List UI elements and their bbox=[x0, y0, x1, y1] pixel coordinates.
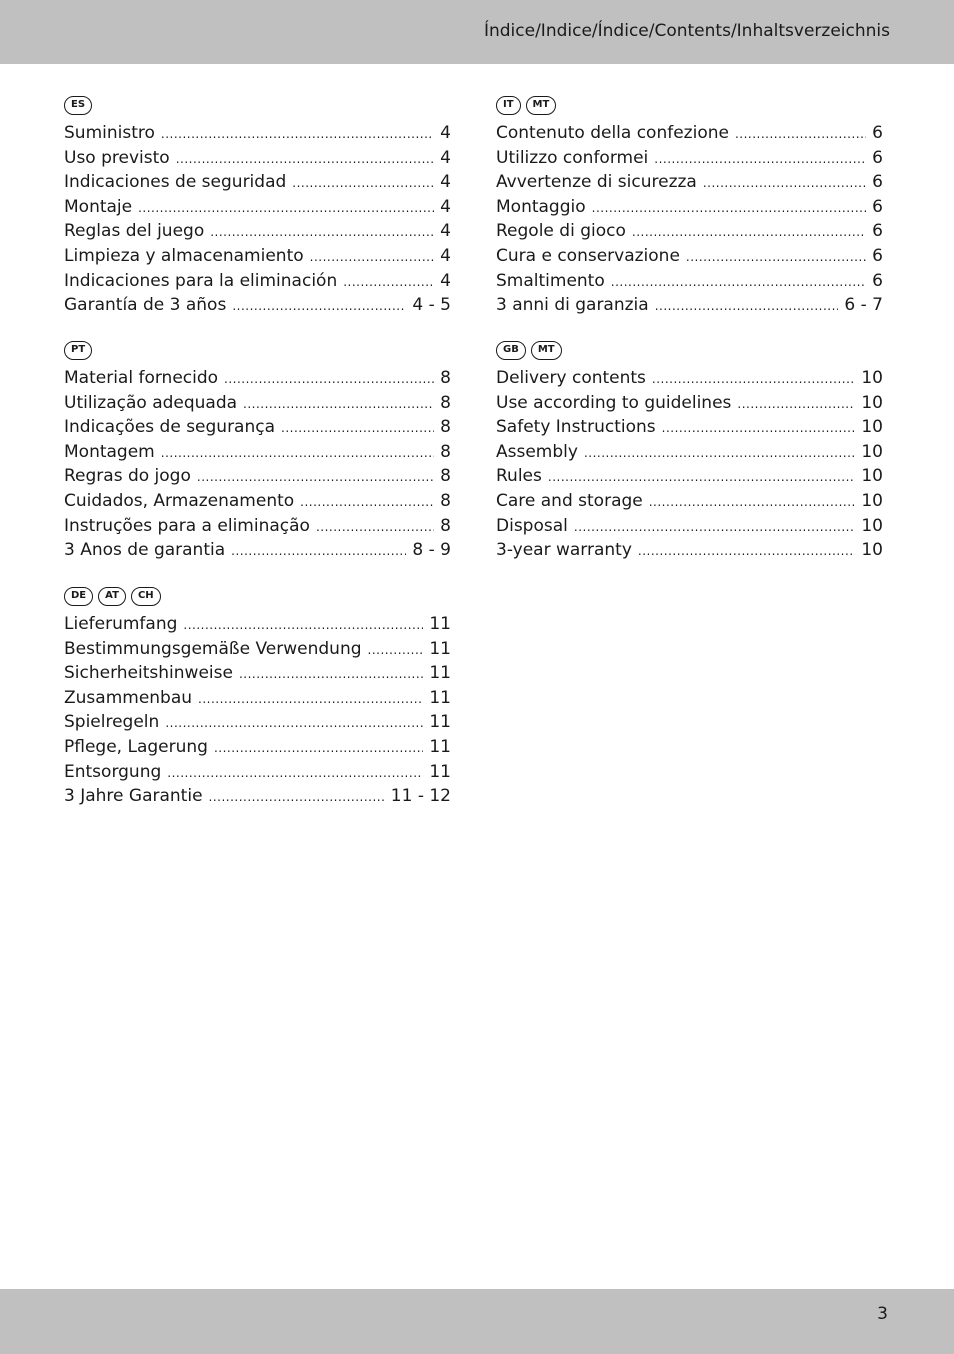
toc-entry-page: 10 bbox=[861, 441, 883, 462]
toc-entry bbox=[496, 491, 883, 516]
dot-leader bbox=[231, 544, 406, 558]
toc-entry-title: Safety Instructions bbox=[496, 417, 656, 438]
country-code-badge: ES bbox=[64, 96, 92, 115]
toc-entry-title: Indicaciones de seguridad bbox=[64, 172, 287, 193]
dot-leader bbox=[224, 372, 434, 386]
toc-entry bbox=[496, 393, 883, 418]
toc-entry-title: Indicações de segurança bbox=[64, 417, 276, 438]
dot-leader bbox=[737, 397, 855, 411]
dot-leader bbox=[638, 544, 855, 558]
toc-entry-page: 8 - 9 bbox=[412, 540, 451, 561]
toc-entry-title: Spielregeln bbox=[64, 712, 160, 733]
toc-entry bbox=[64, 123, 451, 148]
toc-entry-title: Care and storage bbox=[496, 490, 643, 511]
toc-entry-page: 8 bbox=[440, 490, 451, 511]
toc-entry-page: 10 bbox=[861, 368, 883, 388]
dot-leader bbox=[183, 618, 423, 632]
toc-entry-title: Limpieza y almacenamiento bbox=[64, 245, 304, 266]
toc-entry-page: 11 bbox=[429, 638, 451, 659]
country-badges bbox=[496, 96, 883, 116]
toc-entry-page: 11 bbox=[429, 761, 451, 782]
toc-entry bbox=[64, 639, 451, 664]
toc-entry-title: Smaltimento bbox=[496, 270, 605, 291]
country-code-badge: AT bbox=[98, 587, 126, 606]
toc-entry-page: 8 bbox=[440, 368, 451, 388]
dot-leader bbox=[198, 692, 423, 706]
country-badges bbox=[64, 341, 451, 361]
dot-leader bbox=[210, 225, 434, 239]
toc-entry-title: Utilização adequada bbox=[64, 392, 238, 413]
toc-entry-title: Lieferumfang bbox=[64, 614, 178, 634]
toc-section-pt bbox=[64, 341, 451, 565]
dot-leader bbox=[214, 741, 423, 755]
dot-leader bbox=[310, 250, 435, 264]
toc-entry bbox=[64, 417, 451, 442]
toc-entry-title: Use according to guidelines bbox=[496, 392, 732, 413]
toc-section-es bbox=[64, 96, 451, 320]
toc-entry bbox=[64, 246, 451, 271]
toc-entry-title: Regole di gioco bbox=[496, 221, 626, 242]
toc-entry-page: 8 bbox=[440, 441, 451, 462]
toc-entry bbox=[496, 417, 883, 442]
toc-entry-page: 4 bbox=[440, 123, 451, 143]
toc-entry-page: 11 bbox=[429, 712, 451, 733]
country-code-badge: IT bbox=[496, 96, 521, 115]
toc-entry bbox=[64, 516, 451, 541]
toc-entry-page: 6 bbox=[872, 221, 883, 242]
page-number: 3 bbox=[877, 1304, 888, 1324]
country-code-badge: MT bbox=[526, 96, 557, 115]
toc-entry bbox=[496, 246, 883, 271]
toc-entry-title: 3-year warranty bbox=[496, 540, 632, 561]
toc-entry-title: Entsorgung bbox=[64, 761, 162, 782]
toc-entry-page: 6 - 7 bbox=[844, 295, 883, 316]
toc-entry bbox=[496, 540, 883, 565]
toc-entry-title: Regras do jogo bbox=[64, 466, 191, 487]
toc-entry-title: Contenuto della confezione bbox=[496, 123, 729, 143]
toc-entry-page: 8 bbox=[440, 515, 451, 536]
dot-leader bbox=[592, 201, 867, 215]
toc-entry bbox=[496, 172, 883, 197]
toc-entry-page: 10 bbox=[861, 540, 883, 561]
toc-entry-title: 3 Anos de garantia bbox=[64, 540, 226, 561]
toc-entry-title: Cura e conservazione bbox=[496, 245, 680, 266]
toc-entry bbox=[64, 540, 451, 565]
toc-entry-page: 6 bbox=[872, 147, 883, 168]
dot-leader bbox=[655, 299, 839, 313]
toc-entry bbox=[64, 614, 451, 639]
toc-entry-title: Suministro bbox=[64, 123, 155, 143]
toc-entry bbox=[64, 712, 451, 737]
toc-entry bbox=[496, 368, 883, 393]
toc-entry bbox=[64, 172, 451, 197]
dot-leader bbox=[167, 766, 423, 780]
toc-entry bbox=[64, 491, 451, 516]
dot-leader bbox=[243, 397, 434, 411]
toc-entry bbox=[64, 786, 451, 811]
toc-entry-page: 6 bbox=[872, 123, 883, 143]
toc-entry bbox=[64, 148, 451, 173]
dot-leader bbox=[161, 127, 434, 141]
toc-entry bbox=[64, 271, 451, 296]
toc-entry-title: Delivery contents bbox=[496, 368, 646, 388]
toc-entry bbox=[496, 295, 883, 320]
toc-entry bbox=[64, 737, 451, 762]
toc-entry bbox=[496, 148, 883, 173]
toc-entry-page: 8 bbox=[440, 392, 451, 413]
footer-bar bbox=[0, 1289, 954, 1354]
toc-entry bbox=[496, 516, 883, 541]
dot-leader bbox=[239, 667, 423, 681]
country-badges bbox=[64, 587, 451, 607]
toc-entry-page: 8 bbox=[440, 417, 451, 438]
toc-entry bbox=[64, 221, 451, 246]
toc-entry bbox=[64, 688, 451, 713]
country-badges bbox=[64, 96, 451, 116]
dot-leader bbox=[316, 520, 434, 534]
toc-entry bbox=[64, 442, 451, 467]
toc-entry-title: Disposal bbox=[496, 515, 568, 536]
dot-leader bbox=[703, 176, 866, 190]
toc-entry-page: 11 bbox=[429, 687, 451, 708]
dot-leader bbox=[548, 470, 855, 484]
toc-section-it bbox=[496, 96, 883, 320]
toc-entry-page: 6 bbox=[872, 172, 883, 193]
toc-entry-title: Cuidados, Armazenamento bbox=[64, 490, 295, 511]
toc-entry-page: 4 bbox=[440, 147, 451, 168]
dot-leader bbox=[281, 421, 434, 435]
dot-leader bbox=[632, 225, 866, 239]
toc-entry bbox=[496, 442, 883, 467]
toc-entry bbox=[64, 663, 451, 688]
toc-entry-page: 4 - 5 bbox=[412, 295, 451, 316]
toc-entry-title: Reglas del juego bbox=[64, 221, 205, 242]
dot-leader bbox=[611, 275, 866, 289]
toc-entry-page: 10 bbox=[861, 490, 883, 511]
dot-leader bbox=[649, 495, 856, 509]
toc-entry-title: Montaje bbox=[64, 196, 133, 217]
dot-leader bbox=[654, 152, 866, 166]
toc-entry-page: 11 bbox=[429, 663, 451, 684]
toc-entry-page: 6 bbox=[872, 196, 883, 217]
toc-entry-title: Uso previsto bbox=[64, 147, 170, 168]
toc-entry-page: 4 bbox=[440, 270, 451, 291]
toc-entry-page: 10 bbox=[861, 466, 883, 487]
dot-leader bbox=[652, 372, 855, 386]
toc-entry-page: 10 bbox=[861, 515, 883, 536]
dot-leader bbox=[735, 127, 866, 141]
toc-entry bbox=[496, 466, 883, 491]
toc-entry bbox=[496, 197, 883, 222]
toc-entry-title: Pflege, Lagerung bbox=[64, 736, 208, 757]
toc-entry bbox=[496, 123, 883, 148]
dot-leader bbox=[584, 446, 855, 460]
toc-entry-page: 10 bbox=[861, 417, 883, 438]
dot-leader bbox=[176, 152, 434, 166]
dot-leader bbox=[292, 176, 434, 190]
toc-section-de bbox=[64, 587, 451, 811]
toc-entry-page: 4 bbox=[440, 172, 451, 193]
toc-entry-title: 3 Jahre Garantie bbox=[64, 786, 203, 807]
toc-entry-page: 4 bbox=[440, 245, 451, 266]
toc-section-gb bbox=[496, 341, 883, 565]
toc-entry-title: 3 anni di garanzia bbox=[496, 295, 649, 316]
toc-entry-page: 4 bbox=[440, 196, 451, 217]
toc-entry-page: 10 bbox=[861, 392, 883, 413]
toc-entry bbox=[64, 368, 451, 393]
toc-entry-page: 11 - 12 bbox=[390, 786, 451, 807]
toc-entry bbox=[64, 295, 451, 320]
country-code-badge: PT bbox=[64, 341, 92, 360]
country-code-badge: CH bbox=[131, 587, 161, 606]
dot-leader bbox=[574, 520, 855, 534]
dot-leader bbox=[686, 250, 866, 264]
toc-entry-title: Sicherheitshinweise bbox=[64, 663, 233, 684]
toc-entry bbox=[496, 221, 883, 246]
toc-entry-title: Montaggio bbox=[496, 196, 586, 217]
page-title: Índice/Indice/Índice/Contents/Inhaltsverzeichnis bbox=[483, 21, 890, 41]
toc-entry-title: Indicaciones para la eliminación bbox=[64, 270, 338, 291]
toc-entry-title: Utilizzo conformei bbox=[496, 147, 649, 168]
toc-entry-title: Montagem bbox=[64, 441, 155, 462]
dot-leader bbox=[343, 275, 434, 289]
toc-entry-title: Zusammenbau bbox=[64, 687, 193, 708]
dot-leader bbox=[209, 790, 385, 804]
country-badges bbox=[496, 341, 883, 361]
toc-entry bbox=[496, 271, 883, 296]
toc-entry-title: Assembly bbox=[496, 441, 578, 462]
dot-leader bbox=[300, 495, 434, 509]
country-code-badge: MT bbox=[531, 341, 562, 360]
toc-entry-page: 6 bbox=[872, 245, 883, 266]
dot-leader bbox=[161, 446, 434, 460]
toc-entry-page: 11 bbox=[429, 736, 451, 757]
country-code-badge: GB bbox=[496, 341, 526, 360]
toc-entry bbox=[64, 393, 451, 418]
toc-entry-page: 11 bbox=[429, 614, 451, 634]
dot-leader bbox=[197, 470, 434, 484]
toc-entry-title: Rules bbox=[496, 466, 542, 487]
toc-entry-title: Garantía de 3 años bbox=[64, 295, 227, 316]
toc-entry bbox=[64, 197, 451, 222]
toc-entry-title: Bestimmungsgemäße Verwendung bbox=[64, 638, 362, 659]
toc-entry-page: 4 bbox=[440, 221, 451, 242]
dot-leader bbox=[165, 716, 423, 730]
dot-leader bbox=[138, 201, 434, 215]
header-bar bbox=[0, 0, 954, 64]
toc-entry-page: 8 bbox=[440, 466, 451, 487]
dot-leader bbox=[368, 643, 424, 657]
dot-leader bbox=[232, 299, 406, 313]
toc-entry bbox=[64, 466, 451, 491]
toc-entry bbox=[64, 762, 451, 787]
toc-entry-title: Avvertenze di sicurezza bbox=[496, 172, 697, 193]
toc-entry-title: Instruções para a eliminação bbox=[64, 515, 310, 536]
country-code-badge: DE bbox=[64, 587, 93, 606]
dot-leader bbox=[662, 421, 856, 435]
toc-entry-title: Material fornecido bbox=[64, 368, 219, 388]
toc-entry-page: 6 bbox=[872, 270, 883, 291]
